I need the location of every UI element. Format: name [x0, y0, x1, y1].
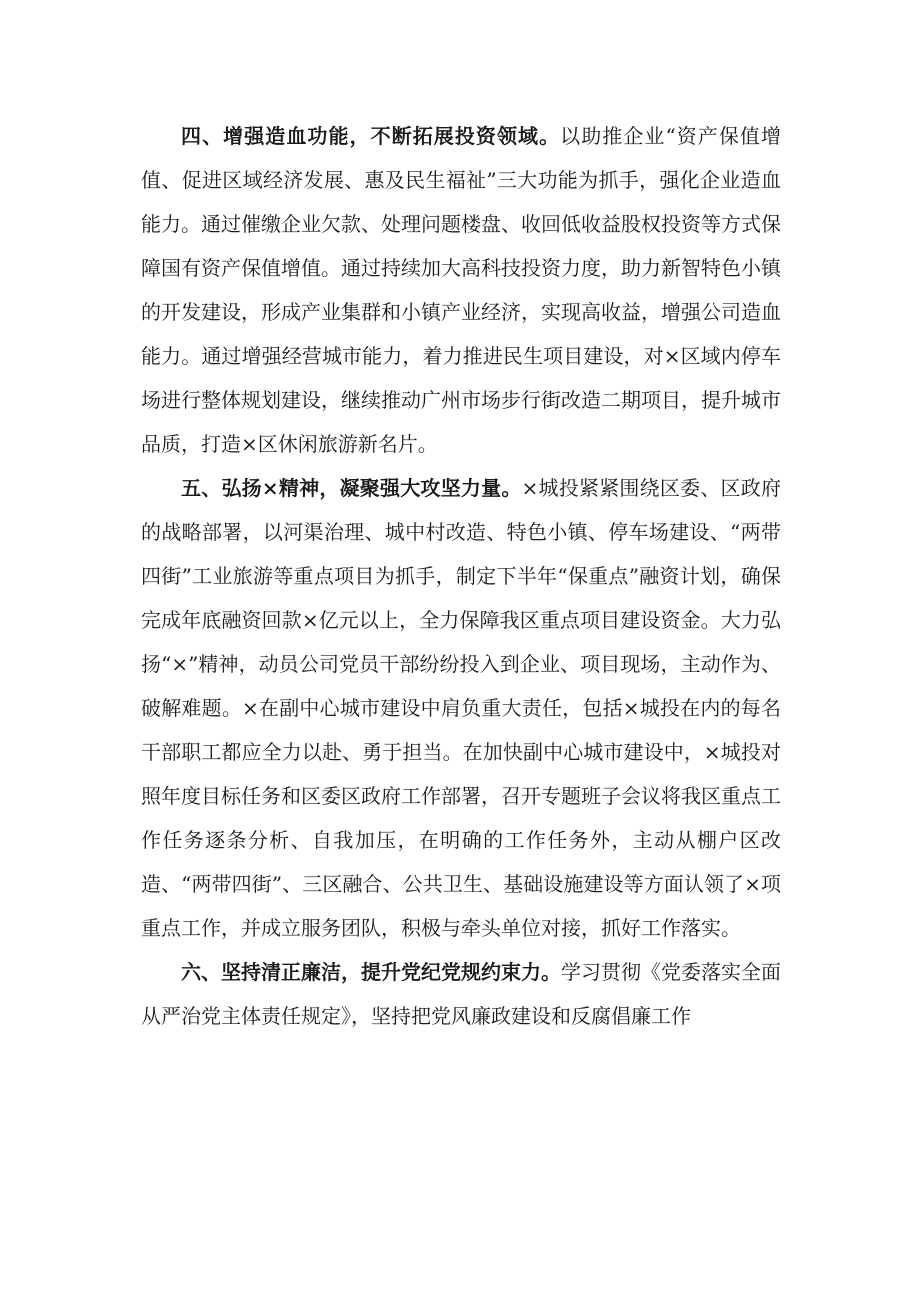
paragraph-four — [141, 114, 781, 466]
paragraph-five — [141, 466, 781, 950]
document-body — [141, 114, 781, 1038]
paragraph-six — [141, 950, 781, 1038]
paragraph-text: ×城投紧紧围绕区委、区政府的战略部署，以河渠治理、城中村改造、特色小镇、停车场建设、“两带四街”工业旅游等重点项目为抓手，制定下半年“保重点”融资计划，确保完成年底融资回款×亿元以上，全力保障我区重点项目建设资金。大力弘扬“×”精神，动员公司党员干部纷纷投入到企业、项目现场，主动作为、破解难题。×在副中心城市建设中肩负重大责任，包括×城投在内的每名干部职工都应全力以赴、勇于担当。在加快副中心城市建设中，×城投对照年度目标任务和区委区政府工作部署，召开专题班子会议将我区重点工作任务逐条分析、自我加压，在明确的工作任务外，主动从棚户区改造、“两带四街”、三区融合、公共卫生、基础设施建设等方面认领了×项重点工作，并成立服务团队，积极与牵头单位对接，抓好工作落实。 — [141, 476, 781, 940]
paragraph-heading: 六、坚持清正廉洁，提升党纪党规约束力。 — [181, 960, 561, 984]
paragraph-text: 以助推企业“资产保值增值、促进区域经济发展、惠及民生福祉”三大功能为抓手，强化企业造血能力。通过催缴企业欠款、处理问题楼盘、收回低收益股权投资等方式保障国有资产保值增值。通过持续加大高科技投资力度，助力新智特色小镇的开发建设，形成产业集群和小镇产业经济，实现高收益，增强公司造血能力。通过增强经营城市能力，着力推进民生项目建设，对×区域内停车场进行整体规划建设，继续推动广州市场步行街改造二期项目，提升城市品质，打造×区休闲旅游新名片。 — [141, 124, 781, 456]
paragraph-heading: 五、弘扬×精神，凝聚强大攻坚力量。 — [181, 476, 522, 500]
paragraph-text: 学习贯彻《党委落实全面从严治党主体责任规定》，坚持把党风廉政建设和反腐倡廉工作 — [141, 960, 781, 1028]
paragraph-heading: 四、增强造血功能，不断拓展投资领域。 — [181, 124, 561, 148]
